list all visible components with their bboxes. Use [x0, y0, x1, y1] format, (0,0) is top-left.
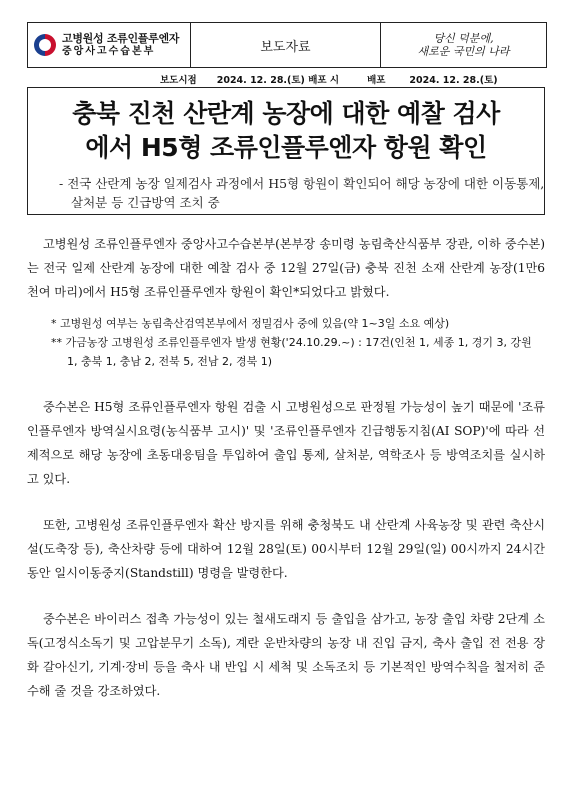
- paragraph-4: 중수본은 바이러스 접촉 가능성이 있는 철새도래지 등 출입을 삼가고, 농장 출입 차량 2단계 소독(고정식소독기 및 고압분무기 소독), 계란 운반차량의 농장 내 진입 금지, 축사 출입 전 전용 장화 갈아신기, 기계·장비 등을 축사 내 반입 시 세척 및 소독조치 등 기본적인 방역수칙을 철저히 준수해 줄 것을 강조하였다.: [27, 612, 545, 698]
- press-header: [27, 22, 547, 68]
- org-logo: [28, 23, 191, 67]
- slogan-line1: 당신 덕분에,: [433, 31, 494, 45]
- reporting-value: 2024. 12. 28.(토) 배포 시: [216, 75, 340, 86]
- title-box: [27, 87, 545, 215]
- reporting-label: 보도시점: [160, 75, 197, 86]
- paragraph-3: 또한, 고병원성 조류인플루엔자 확산 방지를 위해 충청북도 내 산란계 사육농장 및 관련 축산시설(도축장 등), 축산차량 등에 대하여 12월 28일(토) 00시부터 12월 29일(일) 00시까지 24시간 동안 일시이동중지(Standstill) 명령을 발령한다.: [27, 518, 545, 580]
- subtitle: - 전국 산란계 농장 일제검사 과정에서 H5형 항원이 확인되어 해당 농장에 대한 이동통제, 살처분 등 긴급방역 조치 중: [59, 176, 545, 210]
- distribution-label: 배포: [367, 75, 386, 86]
- footnote-1: * 고병원성 여부는 농림축산검역본부에서 정밀검사 중에 있음(약 1~3일 소요 예상): [51, 317, 450, 330]
- government-emblem-icon: [34, 34, 56, 56]
- title-line2: 에서 H5형 조류인플루엔자 항원 확인: [85, 133, 487, 162]
- org-name-line2: 중앙사고수습본부: [62, 45, 156, 57]
- release-dates: [160, 72, 550, 86]
- org-name: [62, 33, 179, 56]
- body-content: [27, 232, 545, 725]
- title-line1: 충북 진천 산란계 농장에 대한 예찰 검사: [72, 99, 500, 128]
- paragraph-1: 고병원성 조류인플루엔자 중앙사고수습본부(본부장 송미령 농림축산식품부 장관, 이하 중수본)는 전국 일제 산란계 농장에 대한 예찰 검사 중 12월 27일(금) 충북 진천 소재 산란계 농장(1만6천여 마리)에서 H5형 조류인플루엔자 항원이 확인*되었다고 밝혔다.: [27, 237, 545, 299]
- paragraph-2: 중수본은 H5형 조류인플루엔자 항원 검출 시 고병원성으로 판정될 가능성이 높기 때문에 '조류인플루엔자 방역실시요령(농식품부 고시)' 및 '조류인플루엔자 긴급행동지침(AI SOP)'에 따라 선제적으로 해당 농장에 초동대응팀을 투입하여 출입 통제, 살처분, 역학조사 등 방역조치를 실시하고 있다.: [27, 400, 545, 486]
- slogan: [381, 23, 546, 67]
- distribution-value: 2024. 12. 28.(토): [409, 75, 498, 86]
- footnote-2: ** 가금농장 고병원성 조류인플루엔자 발생 현황('24.10.29.~) : 17건(인천 1, 세종 1, 경기 3, 강원 1, 충북 1, 충남 2, 전북 5, 전남 2, 경북 1): [51, 336, 532, 368]
- slogan-line2: 새로운 국민의 나라: [417, 45, 510, 58]
- org-name-line1: 고병원성 조류인플루엔자: [62, 32, 180, 46]
- doc-type: 보도자료: [191, 23, 381, 67]
- page-title: [28, 97, 544, 165]
- footnotes: [27, 314, 545, 371]
